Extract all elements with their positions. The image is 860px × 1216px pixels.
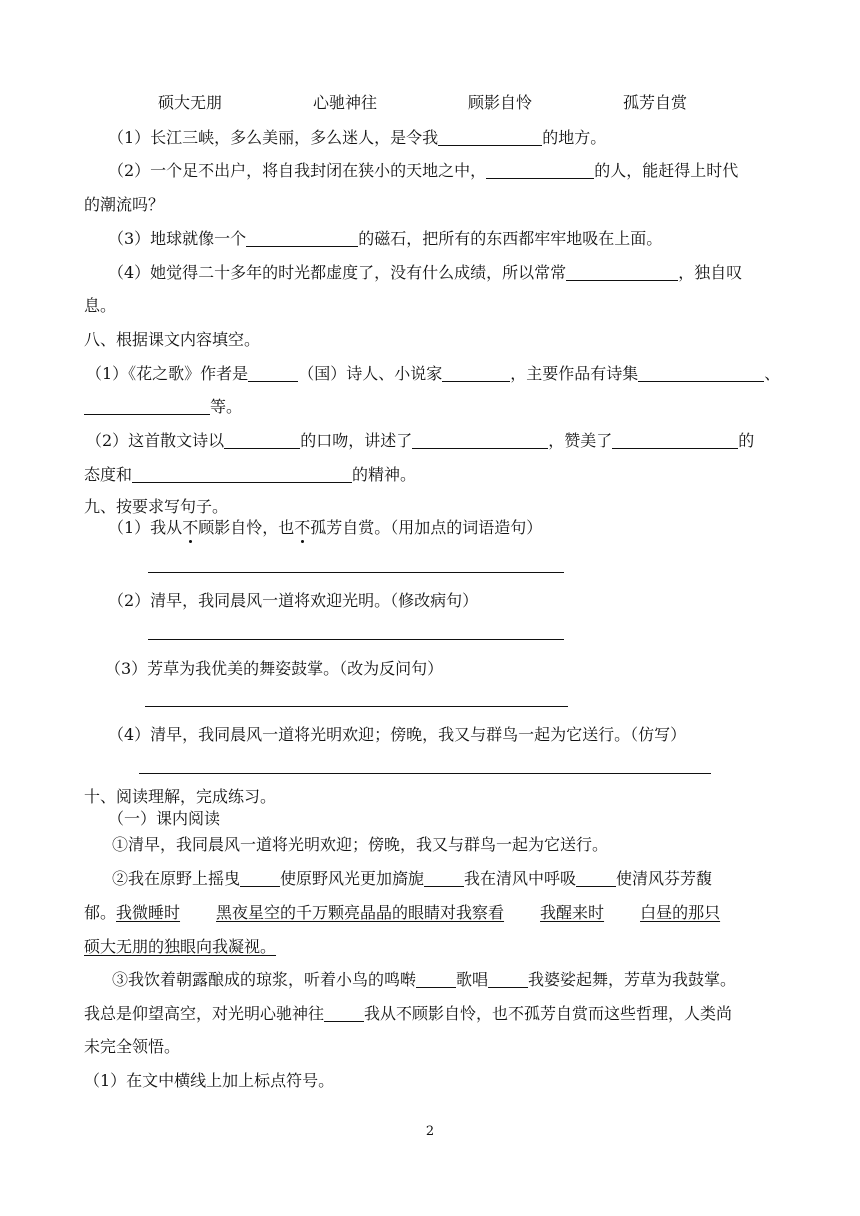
answer-blank[interactable] [224, 432, 300, 449]
answer-line[interactable] [139, 773, 711, 774]
answer-blank[interactable] [438, 129, 542, 146]
s9-q1: （1）我从不顾影自怜，也不孤芳自赏。（用加点的词语造句） [108, 518, 543, 537]
answer-line[interactable] [145, 706, 568, 707]
s10-p1: ①清早，我同晨风一道将光明欢迎；傍晚，我又与群鸟一起为它送行。 [112, 835, 609, 854]
answer-blank[interactable] [84, 398, 210, 415]
s8-q1: （1）《花之歌》作者是 （国）诗人、小说家 ，主要作品有诗集 、 [86, 364, 781, 383]
s10-title: 十、阅读理解，完成练习。 [84, 787, 277, 806]
emphasis-dot-char: 不 [182, 518, 199, 537]
answer-blank[interactable] [488, 971, 528, 988]
s10-p3-line3: 未完全领悟。 [84, 1037, 181, 1056]
word-bank-4: 孤芳自赏 [623, 93, 688, 112]
answer-line[interactable] [148, 572, 564, 573]
answer-blank[interactable] [248, 365, 298, 382]
answer-blank[interactable] [132, 466, 352, 483]
emphasis-dot-char: 不 [294, 518, 311, 537]
s7-q3: （3）地球就像一个 的磁石，把所有的东西都牢牢地吸在上面。 [108, 229, 663, 248]
s10-p2-line3: 硕大无朋的独眼向我凝视。 [84, 937, 277, 956]
s7-q2-cont: 的潮流吗？ [84, 195, 165, 214]
s8-q1-cont: 等。 [84, 396, 242, 418]
s10-p2: ②我在原野上摇曳 使原野风光更加旖旎 我在清风中呼吸 使清风芬芳馥 [112, 869, 713, 888]
answer-blank[interactable] [240, 870, 280, 887]
s9-q2: （2）清早，我同晨风一道将欢迎光明。（修改病句） [108, 591, 479, 610]
answer-blank[interactable] [324, 1005, 364, 1022]
s8-q2: （2）这首散文诗以 的口吻，讲述了 ，赞美了 的 [86, 431, 755, 450]
answer-blank[interactable] [612, 432, 738, 449]
s7-q1: （1）长江三峡，多么美丽，多么迷人，是令我 的地方。 [108, 128, 607, 147]
s10-p3: ③我饮着朝露酿成的琼浆，听着小鸟的鸣啭 歌唱 我婆娑起舞，芳草为我鼓掌。 [112, 970, 737, 989]
answer-blank[interactable] [246, 230, 358, 247]
answer-blank[interactable] [486, 162, 594, 179]
answer-blank[interactable] [442, 365, 510, 382]
s10-sub: （一）课内阅读 [108, 809, 221, 828]
s8-title: 八、根据课文内容填空。 [84, 330, 261, 349]
s10-p3-line2: 我总是仰望高空，对光明心驰神往 我从不顾影自怜，也不孤芳自赏而这些哲理，人类尚 [84, 1004, 733, 1023]
s8-q2-cont: 态度和 的精神。 [84, 465, 417, 484]
s7-q2: （2）一个足不出户，将自我封闭在狭小的天地之中， 的人，能赶得上时代 [108, 161, 739, 180]
word-bank-2: 心驰神往 [313, 93, 378, 112]
s7-q4-cont: 息。 [84, 296, 117, 315]
answer-blank[interactable] [412, 432, 548, 449]
answer-blank[interactable] [576, 870, 616, 887]
s9-q3: （3）芳草为我优美的舞姿鼓掌。（改为反问句） [105, 659, 444, 678]
answer-blank[interactable] [566, 264, 678, 281]
page-number: 2 [425, 1124, 435, 1139]
s9-title: 九、按要求写句子。 [84, 497, 229, 516]
word-bank-3: 顾影自怜 [468, 93, 533, 112]
answer-blank[interactable] [424, 870, 464, 887]
answer-blank[interactable] [638, 365, 764, 382]
answer-blank[interactable] [416, 971, 456, 988]
s9-q4: （4）清早，我同晨风一道将光明欢迎；傍晚，我又与群鸟一起为它送行。（仿写） [108, 725, 687, 744]
s10-q1: （1）在文中横线上加上标点符号。 [84, 1071, 335, 1090]
s7-q4: （4）她觉得二十多年的时光都虚度了，没有什么成绩，所以常常 ，独自叹 [108, 263, 743, 282]
answer-line[interactable] [148, 639, 564, 640]
word-bank-1: 硕大无朋 [158, 93, 223, 112]
s10-p2-line2: 郁。我微睡时 黑夜星空的千万颗亮晶晶的眼睛对我察看 我醒来时 白昼的那只 [84, 903, 721, 922]
